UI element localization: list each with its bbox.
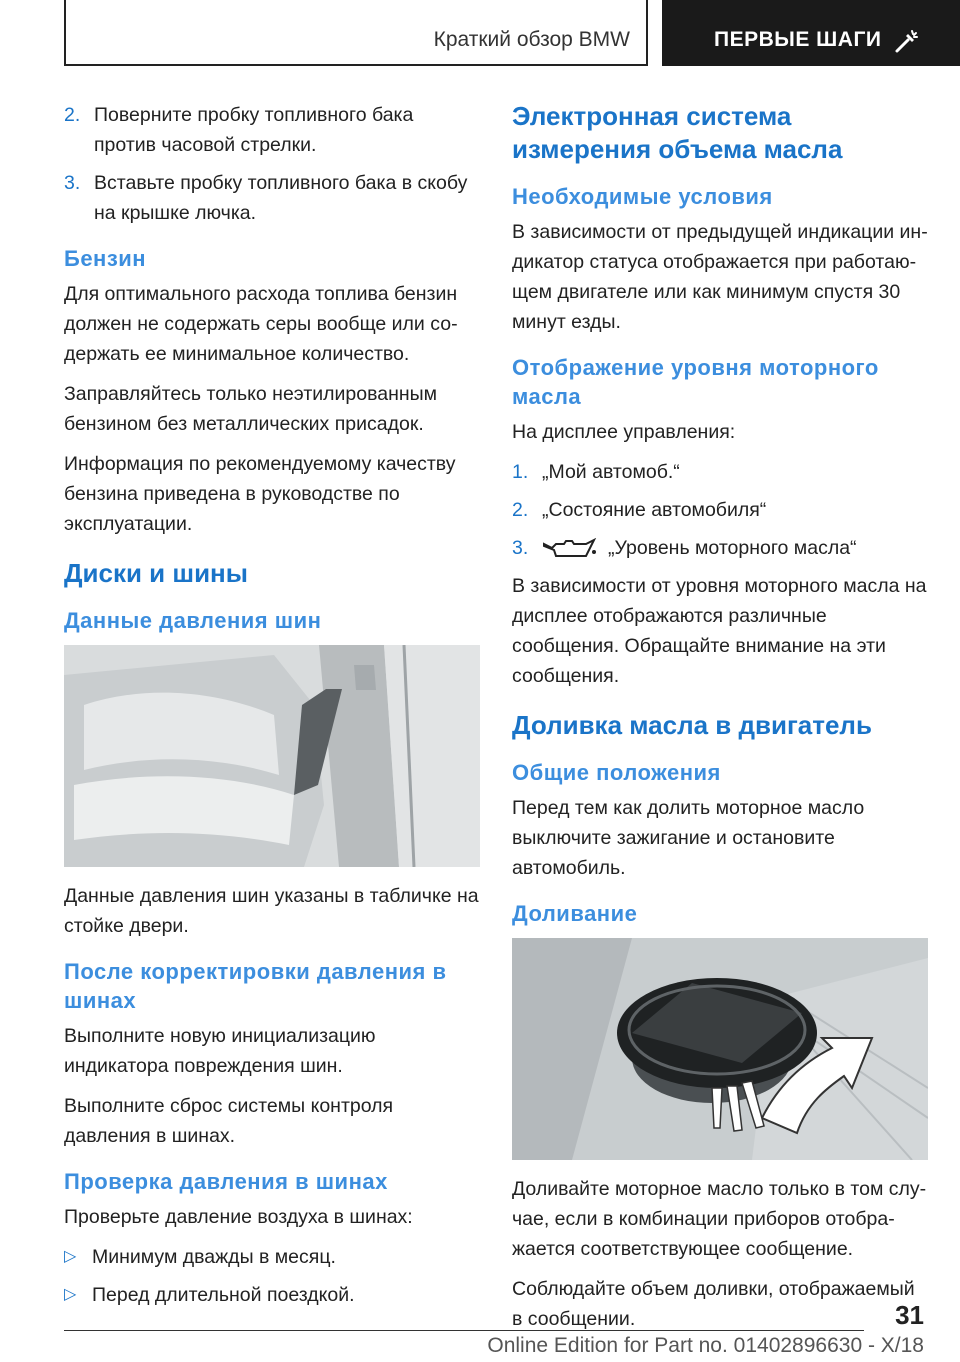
triangle-bullet-icon: ▷ [64,1248,77,1265]
triangle-bullet-icon: ▷ [64,1286,77,1303]
list-item: 1. „Мой автомоб.“ [512,461,680,483]
wheels-heading: Диски и шины [64,558,248,588]
topup-heading: Доливка масла в двигатель [512,710,872,740]
door-pillar-photo [64,645,480,867]
after-correction-paragraph: Выполните новую инициализацию индикатора повреждения шин. [64,1025,376,1077]
check-pressure-intro: Проверьте давление воздуха в шинах: [64,1206,413,1228]
petrol-paragraph: Информация по рекомендуемому качеству бензина приведена в руководстве по эксплуатации. [64,453,456,535]
footer-divider [64,1330,864,1331]
list-item: 2. „Состояние автомобиля“ [512,499,767,521]
header-chapter-box [662,0,960,66]
petrol-paragraph: Для оптимального расхода топлива бензин должен не содержать серы вообще или содержать ее минимальное количество. [64,283,458,365]
left-column [64,100,480,1318]
wrench-spark-icon [894,28,920,54]
check-pressure-heading: Проверка давления в шинах [64,1169,388,1194]
oil-display-paragraph: В зависимости от уровня моторного масла на дисплее отображаются различные сообщения. Обращайте внимание на эти сообщения. [512,575,927,687]
list-item: 2. Поверните пробку топливного бака против часовой стрелки. [64,104,414,156]
list-item: 3. Вставьте пробку топливного бака в скобу на крышке лючка. [64,172,468,224]
header-right-title: ПЕРВЫЕ ШАГИ [714,28,882,51]
oil-cap-photo [512,938,928,1160]
requirements-heading: Необходимые условия [512,184,773,209]
list-item: ▷ Минимум дважды в месяц. [64,1242,480,1272]
page-number: 31 [895,1300,924,1330]
topping-heading: Доливание [512,901,638,926]
oil-display-heading: Отображение уровня моторного масла [512,355,879,409]
after-correction-paragraph: Выполните сброс системы контроля давления в шинах. [64,1095,394,1147]
oil-display-intro: На дисплее управления: [512,421,736,443]
oil-can-icon [542,538,598,560]
requirements-paragraph: В зависимости от предыдущей индикации индикатор статуса отображается при работающем двигателе или как минимум спустя 30 минут езды. [512,221,928,333]
after-correction-heading: После корректировки давления в шинах [64,959,447,1013]
right-column [512,100,928,1344]
list-item: 3. „Уровень моторного масла“ [512,537,857,559]
oil-system-heading: Электронная система измерения объема масла [512,101,843,164]
general-paragraph: Перед тем как долить моторное масло выключите зажигание и остановите автомобиль. [512,797,865,879]
header-left-title: Краткий обзор BMW [433,28,630,51]
petrol-paragraph: Заправляйтесь только неэтилированным бензином без металлических присадок. [64,383,438,435]
petrol-heading: Бензин [64,246,147,271]
tire-data-caption: Данные давления шин указаны в табличке на стойке двери. [64,885,479,937]
general-heading: Общие положения [512,760,721,785]
header-section-box [64,0,648,66]
topping-paragraph: Доливайте моторное масло только в том случае, если в комбинации приборов отображается соответствующее сообщение. [512,1178,927,1260]
topping-paragraph: Соблюдайте объем доливки, отображаемый в сообщении. [512,1278,915,1330]
list-item: ▷ Перед длительной поездкой. [64,1280,480,1310]
tire-data-heading: Данные давления шин [64,608,322,633]
edition-footer: Online Edition for Part no. 01402896630 - X/18 [487,1334,924,1357]
